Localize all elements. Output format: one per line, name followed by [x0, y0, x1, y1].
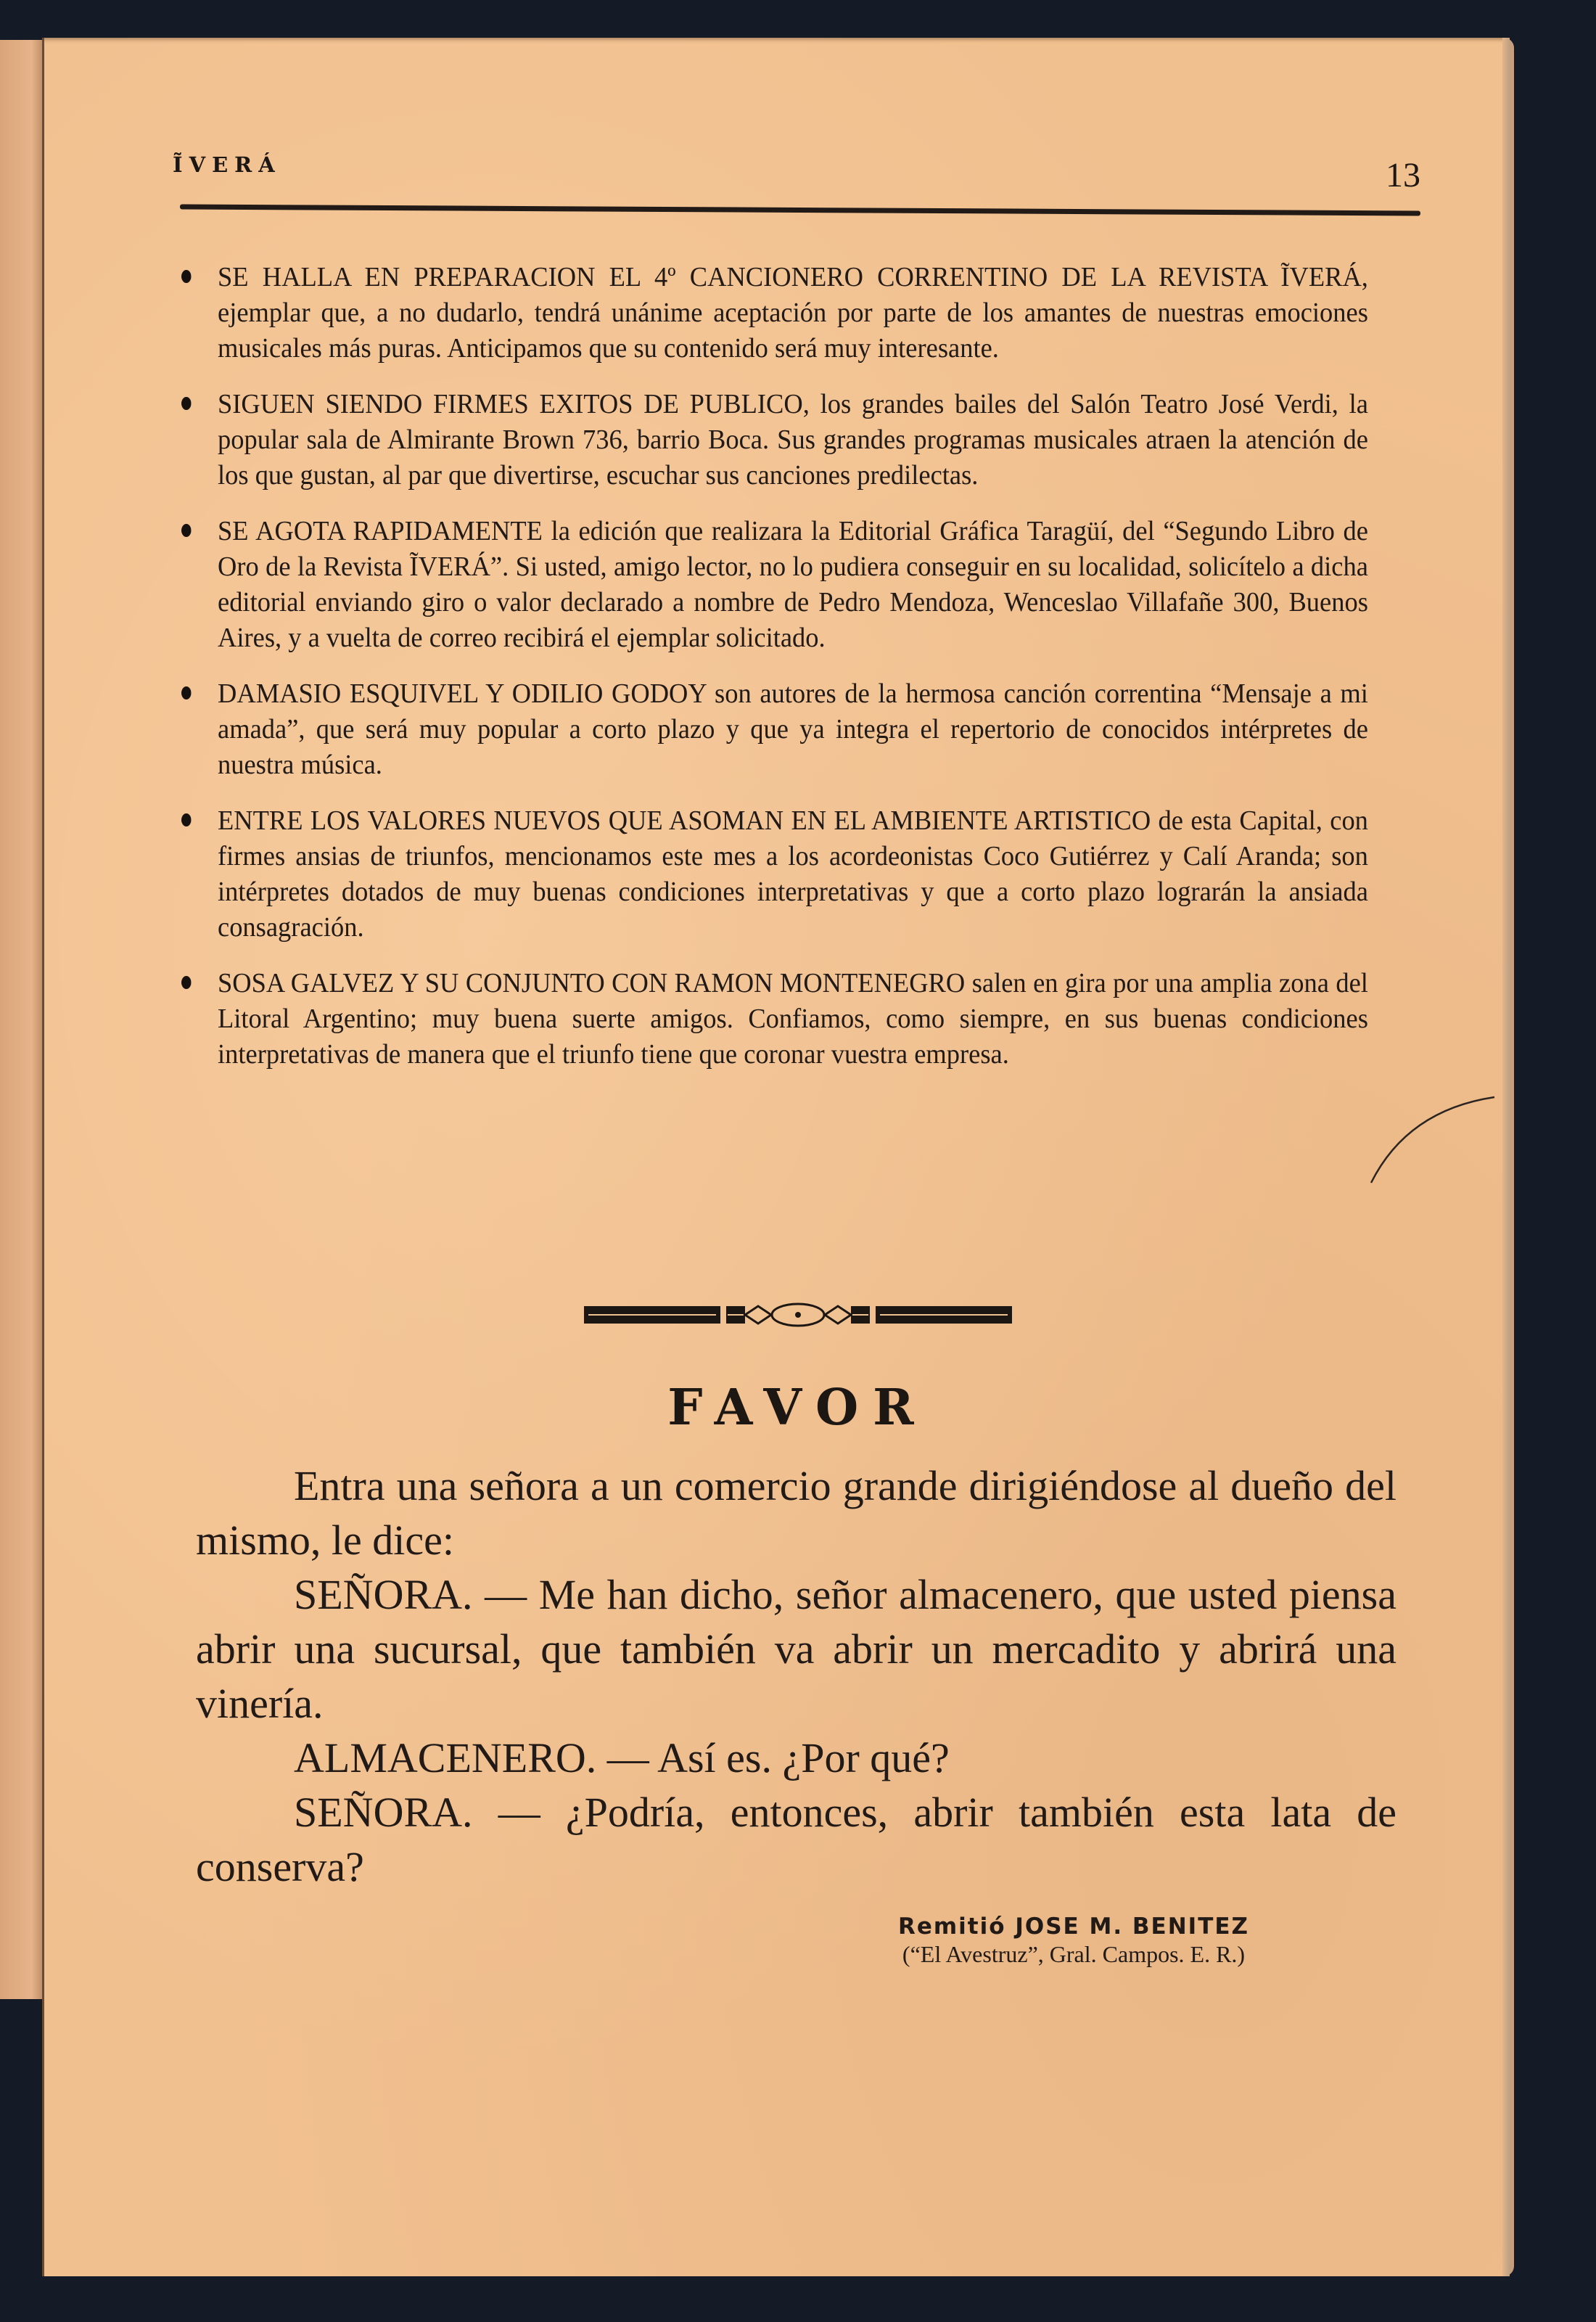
news-column	[218, 260, 1368, 1093]
news-text: ejemplar que, a no dudarlo, tendrá unánime aceptación por parte de los amantes de nuestras emociones musicales más puras. Anticipamos que su contenido será muy interesante.	[218, 298, 1368, 364]
page-edge	[1502, 38, 1510, 2276]
bullet-icon	[181, 686, 191, 700]
bullet-icon	[181, 397, 191, 410]
ornamental-divider-icon	[584, 1302, 1012, 1328]
story-credit	[776, 1913, 1371, 1968]
pen-stroke-mark	[1364, 1081, 1502, 1190]
news-item	[218, 966, 1368, 1072]
news-lead: DAMASIO ESQUIVEL Y ODILIO GODOY	[218, 678, 707, 709]
news-item	[218, 260, 1368, 366]
news-item	[218, 676, 1368, 783]
news-item	[218, 803, 1368, 945]
story-paragraph: ALMACENERO. — Así es. ¿Por qué?	[294, 1734, 950, 1781]
news-text: son autores de la hermosa canción correntina “Mensaje a mi amada”, que será muy popular a corto plazo y que ya integra el repertorio de conocidos intérpretes de nuestra música.	[218, 678, 1368, 780]
news-item	[218, 514, 1368, 656]
story-paragraph: SEÑORA. — Me han dicho, señor almacenero, que usted piensa abrir una sucursal, que también va abrir un mercadito y abrirá una vinería.	[196, 1571, 1396, 1727]
news-text: la edición que realizara la Editorial Gráfica Taragüí, del “Segundo Libro de Oro de la Revista ĨVERÁ”. Si usted, amigo lector, no lo pudiera conseguir en su localidad, solicítelo a dicha editorial enviando giro o valor declarado a nombre de Pedro Mendoza, Wenceslao Villafañe 300, Buenos Aires, y a vuelta de correo recibirá el ejemplar solicitado.	[218, 516, 1368, 653]
credit-name: Remitió JOSE M. BENITEZ	[897, 1913, 1250, 1940]
news-text: salen en gira por una amplia zona del Litoral Argentino; muy buena suerte amigos. Confiamos, como siempre, en sus buenas condiciones interpretativas de manera que el triunfo tiene que coronar vuestra empresa.	[218, 968, 1368, 1070]
story-title: FAVOR	[667, 1379, 929, 1437]
running-header	[173, 145, 1420, 203]
credit-place: (“El Avestruz”, Gral. Campos. E. R.)	[902, 1941, 1246, 1967]
bullet-icon	[181, 270, 191, 283]
page-number: 13	[1386, 156, 1420, 194]
story-paragraph: SEÑORA. — ¿Podría, entonces, abrir también esta lata de conserva?	[196, 1789, 1396, 1890]
story-body	[196, 1459, 1396, 1894]
news-lead: ENTRE LOS VALORES NUEVOS QUE ASOMAN EN EL AMBIENTE ARTISTICO	[218, 805, 1151, 836]
magazine-title: ĨVERÁ	[173, 152, 281, 177]
news-lead: SE AGOTA RAPIDAMENTE	[218, 516, 543, 546]
news-item	[218, 387, 1368, 493]
news-text: los grandes bailes del Salón Teatro José Verdi, la popular sala de Almirante Brown 736, barrio Boca. Sus grandes programas musicales atraen la atención de los que gustan, al par que divertirse, escuchar sus canciones predilectas.	[218, 389, 1368, 491]
bullet-icon	[181, 976, 191, 989]
news-lead: SOSA GALVEZ Y SU CONJUNTO CON RAMON MONTENEGRO	[218, 968, 966, 998]
story-paragraph: Entra una señora a un comercio grande dirigiéndose al dueño del mismo, le dice:	[196, 1462, 1396, 1564]
news-lead: SE HALLA EN PREPARACION EL 4º CANCIONERO CORRENTINO DE LA REVISTA ĨVERÁ,	[218, 262, 1368, 292]
bullet-icon	[181, 813, 191, 826]
news-lead: SIGUEN SIENDO FIRMES EXITOS DE PUBLICO,	[218, 389, 810, 419]
bullet-icon	[181, 524, 191, 537]
facing-page-edge	[0, 40, 45, 1999]
news-text: de esta Capital, con firmes ansias de triunfos, mencionamos este mes a los acordeonistas Coco Gutiérrez y Calí Aranda; son intérpretes dotados de muy buenas condiciones interpretativas y que a corto plazo lograrán la ansiada consagración.	[218, 805, 1368, 943]
